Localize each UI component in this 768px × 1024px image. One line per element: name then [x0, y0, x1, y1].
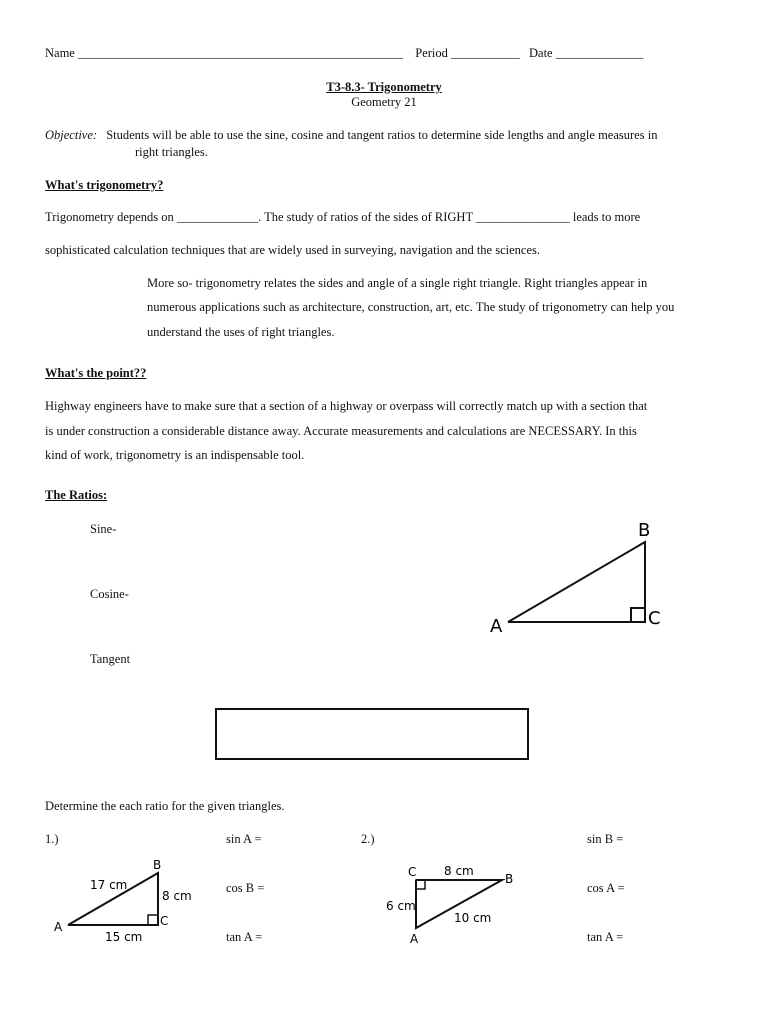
problem-1-sin-a: sin A = [226, 832, 262, 846]
problem-2-label-top: 8 cm [444, 864, 474, 878]
problem-2-label-a: A [410, 932, 419, 946]
problem-2-label-c: C [408, 865, 417, 879]
problem-2-sin-b: sin B = [587, 832, 624, 846]
objective-text-2: right triangles. [135, 145, 208, 159]
right-angle-marker [631, 608, 645, 622]
point-line-3: kind of work, trigonometry is an indispensable tool. [45, 448, 305, 462]
trig-indent-2: numerous applications such as architecture, construction, art, etc. The study of trigonometry can help you [147, 300, 675, 314]
problem-1-label-hyp: 17 cm [90, 878, 128, 892]
page-title: T3-8.3- Trigonometry [326, 80, 442, 94]
date-label: Date [529, 46, 553, 60]
exercise-instruction: Determine the each ratio for the given triangles. [45, 799, 285, 813]
problem-2-triangle [380, 860, 530, 950]
trig-indent-1: More so- trigonometry relates the sides and angle of a single right triangle. Right triangles appear in [147, 276, 648, 290]
header-line [45, 46, 643, 61]
objective-label: Objective: [45, 128, 98, 142]
name-blank[interactable]: ____________________________________________________ [77, 46, 403, 60]
problem-1-right-angle [148, 915, 158, 925]
point-line-1: Highway engineers have to make sure that a section of a highway or overpass will correctly match up with a section that [45, 399, 648, 413]
sine-label: Sine- [90, 522, 117, 536]
problem-2-label-b: B [505, 872, 514, 886]
cosine-label: Cosine- [90, 587, 129, 601]
vertex-label-a: A [490, 616, 503, 637]
vertex-label-c: C [648, 608, 661, 629]
answer-box[interactable] [215, 708, 529, 760]
trig-indent-3: understand the uses of right triangles. [147, 325, 335, 339]
problem-1-label-opp: 8 cm [162, 889, 192, 903]
course-subtitle: Geometry 21 [351, 95, 417, 109]
triangle-abc [508, 542, 645, 622]
heading-whats-the-point: What's the point?? [45, 366, 147, 380]
problem-2-right-angle [416, 880, 425, 889]
problem-1-number: 1.) [45, 832, 59, 846]
problem-1-label-c: C [160, 914, 169, 928]
problem-1-label-adj: 15 cm [105, 930, 143, 944]
problem-1-label-a: A [54, 920, 63, 934]
tangent-label: Tangent [90, 652, 131, 666]
vertex-label-b: B [638, 520, 651, 541]
date-blank[interactable]: ______________ [555, 46, 644, 60]
problem-2-number: 2.) [361, 832, 375, 846]
objective-text-1: Students will be able to use the sine, cosine and tangent ratios to determine side lengths and angle measures in [106, 128, 658, 142]
period-blank[interactable]: ___________ [451, 46, 520, 60]
problem-1-tan-a: tan A = [226, 930, 263, 944]
problem-2-label-hyp: 10 cm [454, 911, 492, 925]
problem-2-cos-a: cos A = [587, 881, 625, 895]
problem-1-triangle [50, 855, 210, 950]
trig-line-1: Trigonometry depends on _____________. The study of ratios of the sides of RIGHT _______________ leads to more [45, 210, 641, 224]
problem-2-tan-a: tan A = [587, 930, 624, 944]
trig-line-2: sophisticated calculation techniques that are widely used in surveying, navigation and the sciences. [45, 243, 540, 257]
problem-2-label-left: 6 cm [386, 899, 416, 913]
problem-1-label-b: B [153, 858, 162, 872]
period-label: Period [415, 46, 448, 60]
problem-1-cos-b: cos B = [226, 881, 265, 895]
ratios-triangle-diagram [480, 512, 680, 637]
heading-the-ratios: The Ratios: [45, 488, 108, 502]
point-line-2: is under construction a considerable distance away. Accurate measurements and calculations are NECESSARY. In this [45, 424, 637, 438]
heading-whats-trigonometry: What's trigonometry? [45, 178, 164, 192]
objective-line-1 [45, 128, 657, 143]
name-label: Name [45, 46, 75, 60]
